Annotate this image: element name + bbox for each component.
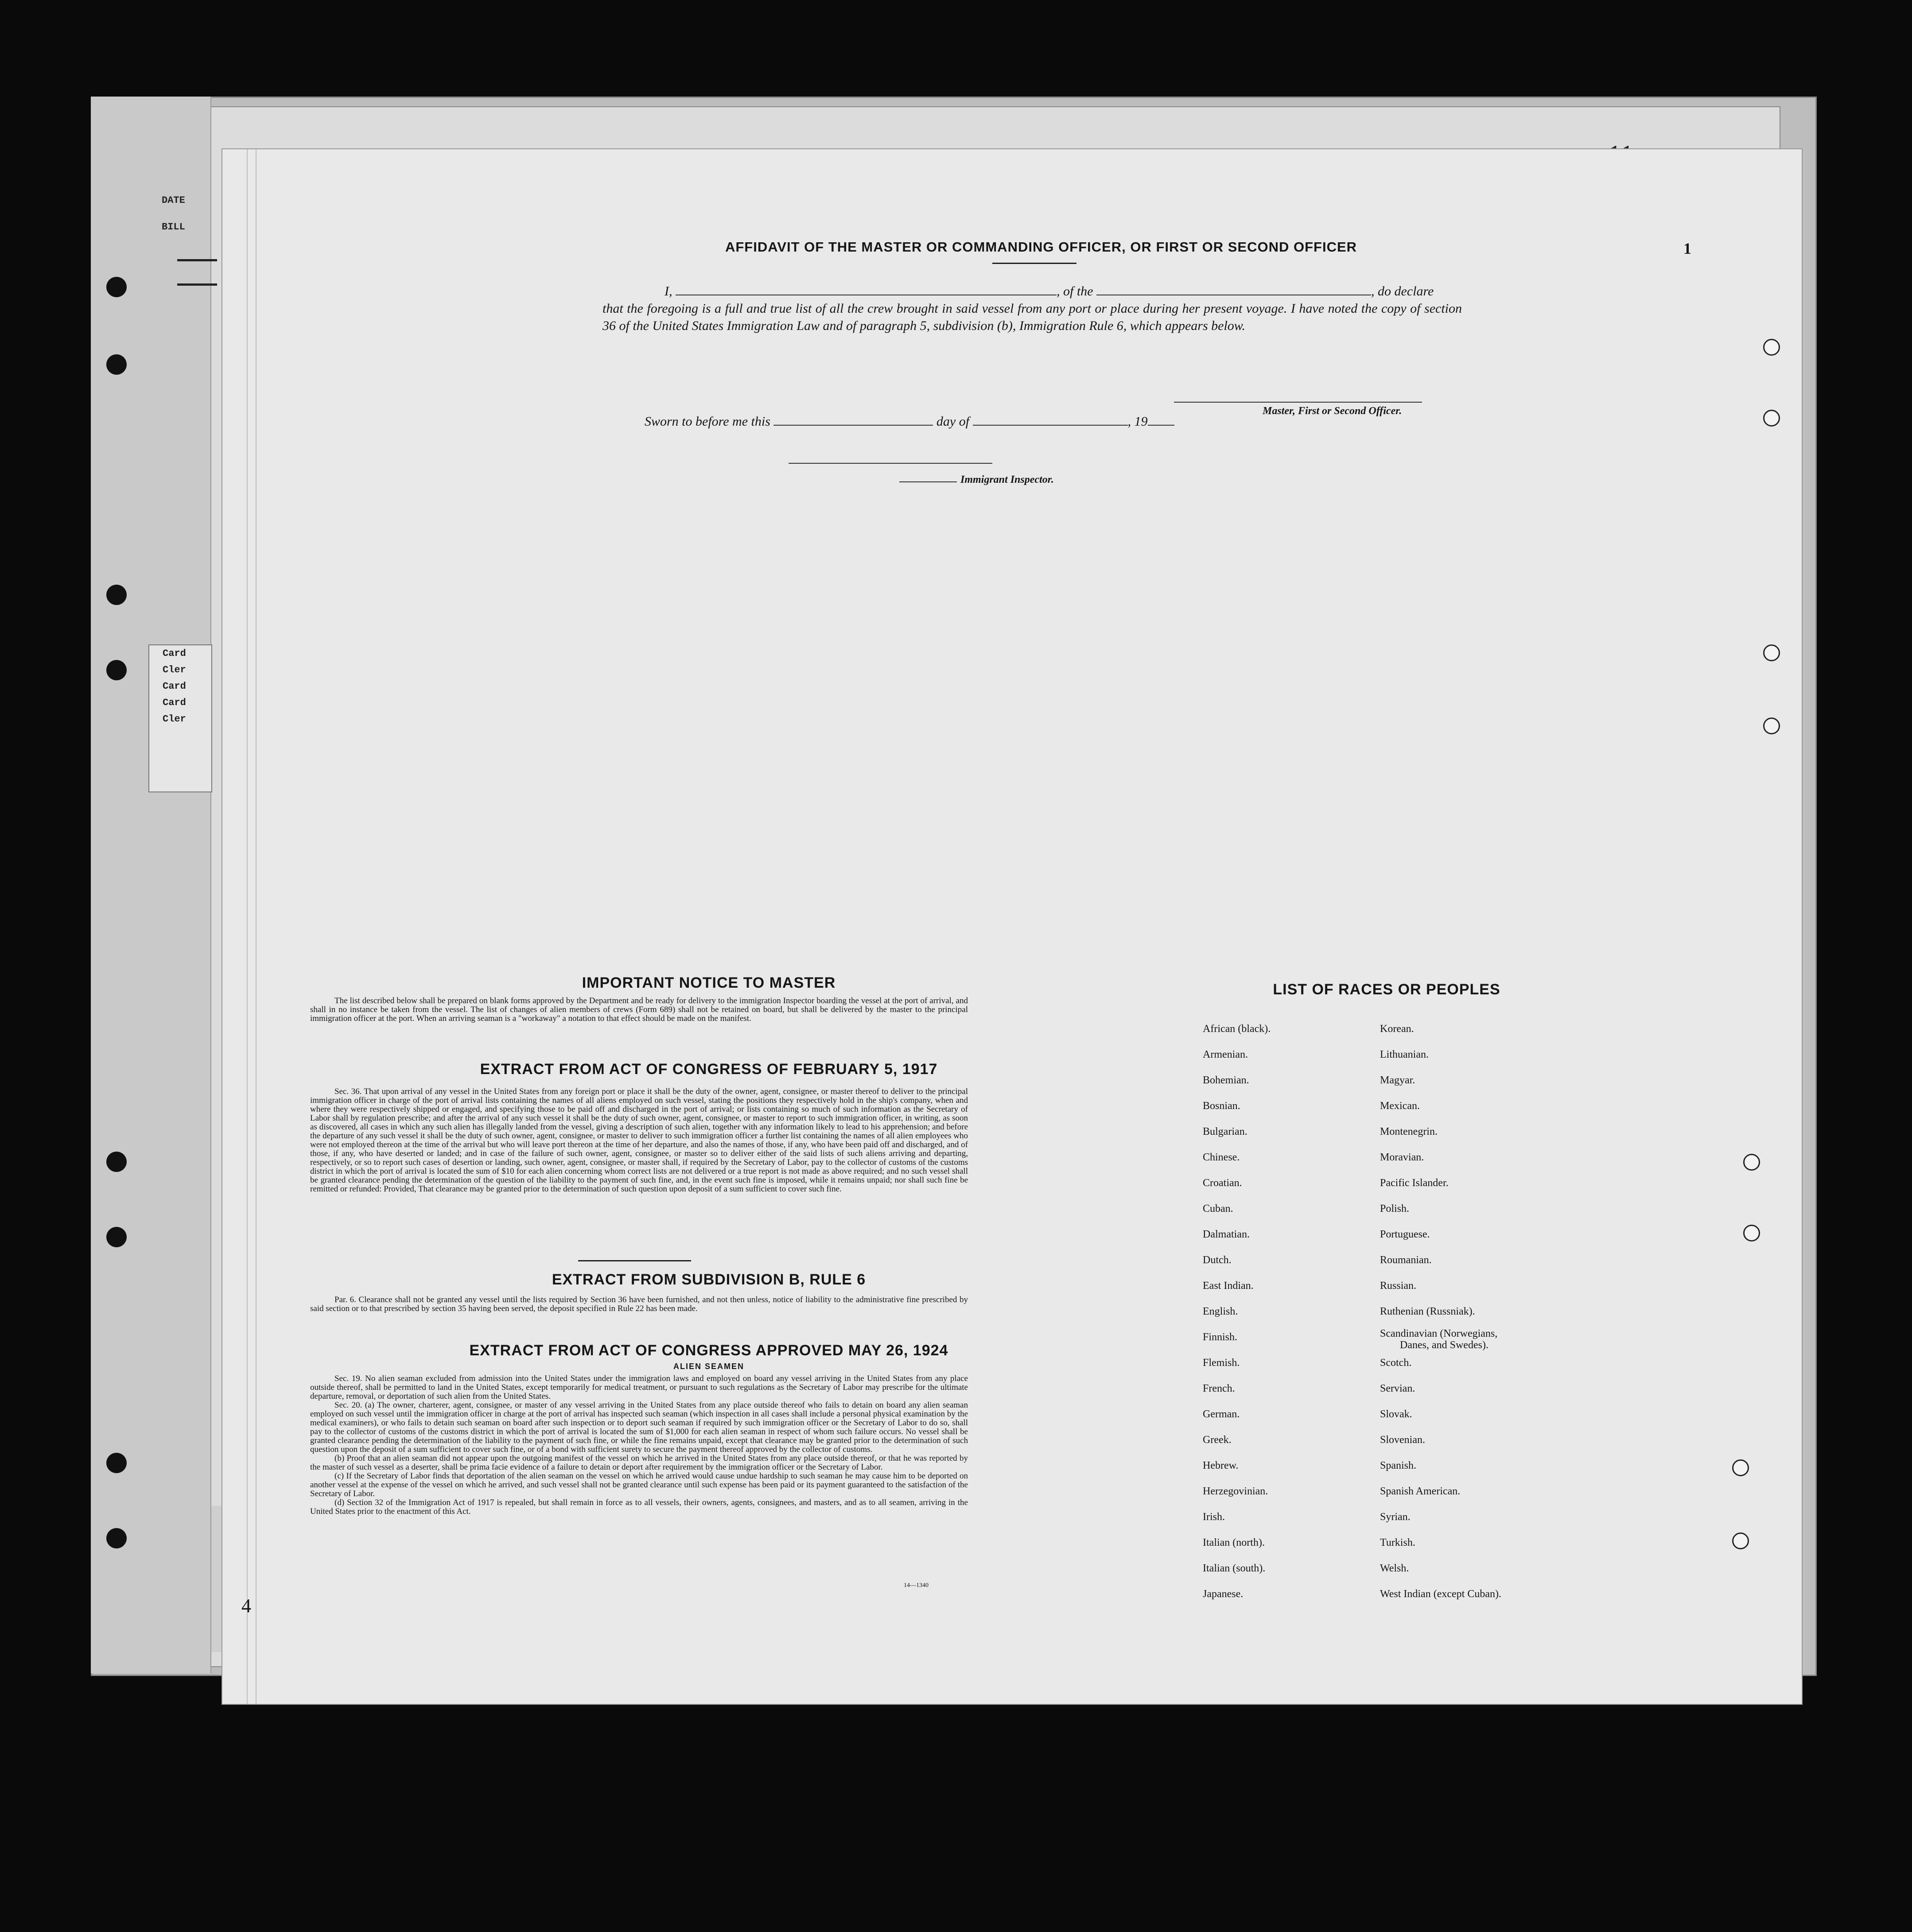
inspector-label: Immigrant Inspector. <box>960 474 1054 485</box>
race-item: East Indian. <box>1203 1280 1254 1292</box>
binder-hole <box>106 277 127 297</box>
extract-rule6-title: EXTRACT FROM SUBDIVISION B, RULE 6 <box>552 1271 866 1288</box>
race-item: Bulgarian. <box>1203 1126 1247 1137</box>
race-item: Chinese. <box>1203 1152 1240 1163</box>
race-item: Finnish. <box>1203 1331 1238 1343</box>
sworn-year-blank[interactable] <box>1148 425 1174 426</box>
side-dash <box>177 259 217 261</box>
race-item: Italian (south). <box>1203 1563 1266 1574</box>
extract-rule6-body: Par. 6. Clearance shall not be granted any vessel until the lists required by Section 36 have been furnished, and not then unless, notice of liability to the administrative fine prescribed by said section or to that prescribed by section 35 having been served, the deposit specified in Rule 22 has been made. <box>310 1295 968 1313</box>
race-item: Mexican. <box>1380 1100 1420 1112</box>
race-item: Bohemian. <box>1203 1075 1249 1086</box>
race-item: Servian. <box>1380 1383 1415 1394</box>
race-item: Welsh. <box>1380 1563 1409 1574</box>
punch-hole <box>1763 644 1780 661</box>
race-item: Flemish. <box>1203 1357 1240 1369</box>
side-label-bill: BILL <box>162 221 185 233</box>
extract-1924-title: EXTRACT FROM ACT OF CONGRESS APPROVED MAY 26, 1924 <box>469 1342 948 1359</box>
race-item: Croatian. <box>1203 1177 1242 1189</box>
race-item: Pacific Islander. <box>1380 1177 1449 1189</box>
extract-1917-title: EXTRACT FROM ACT OF CONGRESS OF FEBRUARY 5, 1917 <box>480 1061 938 1078</box>
races-left-column <box>1203 1016 1271 1607</box>
title-rule <box>992 263 1076 264</box>
sworn-day-blank[interactable] <box>773 425 933 426</box>
handwritten-mark: 4 <box>241 1595 251 1617</box>
race-item: Ruthenian (Russniak). <box>1380 1306 1475 1317</box>
race-item: German. <box>1203 1408 1240 1420</box>
race-item: Greek. <box>1203 1434 1232 1446</box>
race-item: Polish. <box>1380 1203 1410 1214</box>
section-rule <box>578 1260 691 1261</box>
race-item: Syrian. <box>1380 1511 1411 1523</box>
race-item: Cuban. <box>1203 1203 1233 1214</box>
affidavit-title: AFFIDAVIT OF THE MASTER OR COMMANDING OFFICER, OR FIRST OR SECOND OFFICER <box>725 239 1357 255</box>
race-item: West Indian (except Cuban). <box>1380 1588 1501 1600</box>
binder-hole <box>106 354 127 375</box>
binder-hole <box>106 585 127 605</box>
extract-1924-body: Sec. 19. No alien seaman excluded from admission into the United States under the immigration laws and employed on board any vessel arriving in the United States from any place outside thereof, shall be permitted to land in the United States, except temporarily for medical treatment, or pursuant to such regulations as the Secretary of Labor may prescribe for the ultimate departure, removal, or deportation of such alien from the United States. Sec. 20. (a) The owner, charterer, agent, consignee, or master of any vessel arriving in the United States from any place outside thereof who fails to detain on board any alien seaman employed on such vessel until the immigration officer in charge at the port of arrival has inspected such seaman (which inspection in all cases shall include a personal physical examination by the medical examiners), or who fails to detain such seaman on board after such inspection or to deport such seaman if required by such immigration officer or the Secretary of Labor to do so, shall pay to the collector of customs of the customs district in which the port of arrival is located the sum of $1,000 for each alien seaman in respect of whom such failure occurs. No vessel shall be granted clearance pending the determination of the liability to the payment of such fine, or while the fine remains unpaid, except that clearance may be granted prior to the determination of such question upon the deposit of a sum sufficient to cover such fine, or of a bond with sufficient surety to secure the payment thereof approved by the collector of customs. (b) Proof that an alien seaman did not appear upon the outgoing manifest of the vessel on which he arrived in the United States from any place outside thereof, or that he was reported by the master of such vessel as a deserter, shall be prima facie evidence of a failure to detain or deport after requirement by the immigration officer or the Secretary of Labor. (c) If the Secretary of Labor finds that deportation of the alien seaman on the vessel on which he arrived would cause undue hardship to such seaman he may cause him to be deported on another vessel at the expense of the vessel on which he arrived, and such vessel shall not be granted clearance until such expense has been paid or its payment guaranteed to the satisfaction of the Secretary of Labor. (d) Section 32 of the Immigration Act of 1917 is repealed, but shall remain in force as to all vessels, their owners, agents, consignees, and masters, and as to all seamen, arriving in the United States prior to the enactment of this Act. <box>310 1374 968 1516</box>
form-number: 14—1340 <box>904 1582 929 1589</box>
race-item: Lithuanian. <box>1380 1049 1429 1060</box>
race-item: Roumanian. <box>1380 1254 1432 1266</box>
binder-hole <box>106 1453 127 1473</box>
race-item: Montenegrin. <box>1380 1126 1438 1137</box>
sworn-month-blank[interactable] <box>973 425 1128 426</box>
race-item: Dalmatian. <box>1203 1229 1250 1240</box>
races-right-column <box>1380 1016 1501 1607</box>
binder-hole <box>106 1152 127 1172</box>
punch-hole <box>1763 718 1780 734</box>
punch-hole <box>1763 410 1780 427</box>
race-item: Scandinavian (Norwegians, Danes, and Swedes). <box>1380 1328 1498 1351</box>
punch-hole <box>1732 1459 1749 1476</box>
index-card-stub: Card Cler Card Card Cler <box>148 644 212 792</box>
race-item: Magyar. <box>1380 1075 1415 1086</box>
notice-body: The list described below shall be prepared on blank forms approved by the Department and be ready for delivery to the immigration Inspector boarding the vessel at the port of arrival, and shall in no instance be taken from the vessel. The list of changes of alien members of crews (Form 689) shall not be retained on board, but shall be delivered by the master to the principal immigration officer at the port. When an arriving seaman is a "workaway" a notation to that effect should be made on the manifest. <box>310 996 968 1023</box>
notice-title: IMPORTANT NOTICE TO MASTER <box>582 974 836 991</box>
race-item: Russian. <box>1380 1280 1417 1292</box>
master-signature-line[interactable] <box>1174 402 1422 403</box>
inspector-signature-line[interactable] <box>789 463 992 464</box>
race-item: Slovak. <box>1380 1408 1412 1420</box>
race-item: Hebrew. <box>1203 1460 1239 1471</box>
sworn-line: Sworn to before me this day of , 19 <box>645 414 1174 429</box>
race-item: Spanish. <box>1380 1460 1417 1471</box>
punch-hole <box>1743 1154 1760 1171</box>
binder-hole <box>106 1227 127 1247</box>
race-item: Moravian. <box>1380 1152 1424 1163</box>
extract-1917-body: Sec. 36. That upon arrival of any vessel in the United States from any foreign port or place it shall be the duty of the owner, agent, consignee, or master thereof to deliver to the principal immigration officer in charge of the port of arrival lists containing the names of all aliens employed on such vessel, stating the positions they respectively hold in the ship's company, when and where they were respectively shipped or engaged, and specifying those to be paid off and discharged in the port of arrival; or lists containing so much of such information as the Secretary of Labor shall by regulation prescribe; and after the arrival of any such vessel it shall be the duty of such owner, agent, consignee, or master to report to such immigration officer, in writing, as soon as discovered, all cases in which any such alien has illegally landed from the vessel, giving a description of such alien, together with any information likely to lead to his apprehension; and before the departure of any such vessel it shall be the duty of such owner, agent, consignee, or master to deliver to such immigration officer a further list containing the names of all alien employees who were not employed thereon at the time of the arrival but who will leave port thereon at the time of her departure, and also the names of those, if any, who have been paid off and discharged, and of those, if any, who have deserted or landed; and in case of the failure of such owner, agent, consignee, or master so to deliver either of the said lists of such aliens arriving and departing, respectively, or so to report such cases of desertion or landing, such owner, agent, consignee, or master shall, if required by the Secretary of Labor, pay to the collector of customs of the customs district in which the port of arrival is located the sum of $10 for each alien concerning whom correct lists are not delivered or a true report is not made as above required; and no such vessel shall be granted clearance pending the determination of the question of the liability to the payment of such fine, and, in the event such fine is imposed, while it remains unpaid; nor shall such fine be remitted or refunded: Provided, That clearance may be granted prior to the determination of such question upon deposit of a sum sufficient to cover such fine. <box>310 1087 968 1194</box>
affidavit-text: that the foregoing is a full and true list of all the crew brought in said vessel from any port or place during her present voyage. I have noted the copy of section 36 of the United States Immigration Law and of paragraph 5, subdivision (b), Immigration Rule 6, which appears below. <box>602 301 1462 333</box>
binder-hole <box>106 660 127 680</box>
race-item: Bosnian. <box>1203 1100 1240 1112</box>
race-item: Portuguese. <box>1380 1229 1430 1240</box>
race-item: Korean. <box>1380 1023 1414 1035</box>
race-item: English. <box>1203 1306 1238 1317</box>
race-item: Dutch. <box>1203 1254 1232 1266</box>
binder-hole <box>106 1528 127 1548</box>
side-label-date: DATE <box>162 195 185 206</box>
affidavit-body: I, , of the , do declare that the foregoing is a full and true list of all the crew brought in said vessel from any port or place during her present voyage. I have noted the copy of section 36 of the United States Immigration Law and of paragraph 5, subdivision (b), Immigration Rule 6, which appears below. <box>602 283 1462 334</box>
punch-hole <box>1732 1532 1749 1549</box>
race-item: African (black). <box>1203 1023 1271 1035</box>
race-item: Spanish American. <box>1380 1486 1461 1497</box>
punch-hole <box>1743 1225 1760 1241</box>
race-item: Scotch. <box>1380 1357 1412 1369</box>
races-title: LIST OF RACES OR PEOPLES <box>1273 981 1500 998</box>
race-item: Slovenian. <box>1380 1434 1425 1446</box>
left-sheet <box>91 97 211 1673</box>
race-item: Turkish. <box>1380 1537 1415 1548</box>
race-item: Herzegovinian. <box>1203 1486 1268 1497</box>
punch-hole <box>1763 339 1780 356</box>
master-label: Master, First or Second Officer. <box>1263 405 1402 417</box>
corner-mark: 1 <box>1683 240 1691 257</box>
race-item: Irish. <box>1203 1511 1225 1523</box>
race-item: Armenian. <box>1203 1049 1248 1060</box>
side-dash <box>177 283 217 286</box>
race-item: Italian (north). <box>1203 1537 1265 1548</box>
race-item: Japanese. <box>1203 1588 1244 1600</box>
extract-1924-subtitle: ALIEN SEAMEN <box>673 1362 744 1371</box>
race-item: French. <box>1203 1383 1235 1394</box>
